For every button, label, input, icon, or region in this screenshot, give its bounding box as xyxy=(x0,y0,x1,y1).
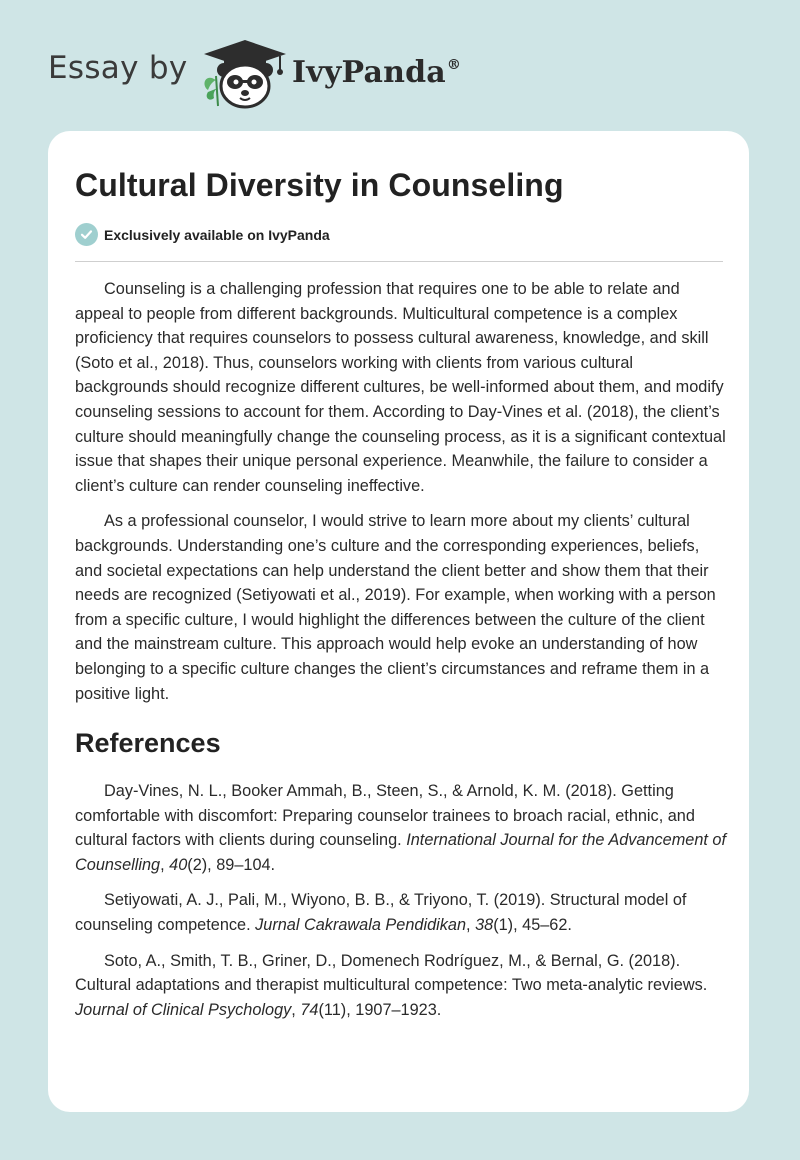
reference-volume: 40 xyxy=(169,855,188,874)
reference-pages: (11), 1907–1923. xyxy=(318,1000,442,1019)
reference-item-1 xyxy=(75,779,729,877)
title-divider xyxy=(75,261,723,262)
references-heading: References xyxy=(75,728,221,759)
badge-text: Exclusively available on IvyPanda xyxy=(104,226,330,243)
reference-pages: (2), 89–104. xyxy=(187,855,276,874)
essay-paragraph-1: Counseling is a challenging profession that requires one to be able to relate and appeal to people from different backgrounds. Multicultural competence is a complex proficiency that requires counselors to possess cultural awareness, knowledge, and skill (Soto et al., 2018). Thus, counselors working with clients from various cultural backgrounds should recognize different cultures, be well-informed about them, and modify counseling sessions to account for them. According to Day-Vines et al. (2018), the client’s culture should meaningfully change the counseling process, as it is a significant contextual issue that shapes their unique personal experience. Meanwhile, the failure to consider a client’s culture can render counseling ineffective. xyxy=(75,280,726,495)
reference-item-3 xyxy=(75,949,729,1023)
essay-by-label: Essay by xyxy=(48,50,188,86)
check-circle-icon xyxy=(75,223,98,246)
reference-item-2 xyxy=(75,888,729,937)
reference-volume: 38 xyxy=(475,916,494,935)
reference-authors: Soto, A., Smith, T. B., Griner, D., Domenech Rodríguez, M., & Bernal, G. (2018). Cultural adaptations and therapist multicultural competence: Two meta-analytic reviews. xyxy=(75,951,708,995)
exclusive-badge xyxy=(75,223,330,246)
brand-name[interactable] xyxy=(292,55,461,90)
site-header xyxy=(0,0,800,125)
essay-card xyxy=(48,131,749,1112)
essay-title: Cultural Diversity in Counseling xyxy=(75,167,564,203)
reference-authors: Day-Vines, N. L., Booker Ammah, B., Steen, S., & Arnold, K. M. (2018). Getting comfortable with discomfort: Preparing counselor trainees to broach racial, ethnic, and cultural factors with clients during counseling. xyxy=(75,782,695,850)
essay-paragraph-2: As a professional counselor, I would strive to learn more about my clients’ cultural backgrounds. Understanding one’s culture and the corresponding experiences, beliefs, and societal expectations can help understand the client better and show them that their needs are recognized (Setiyowati et al., 2019). For example, when working with a person from a specific culture, I would highlight the differences between the culture of the client and the mainstream culture. This approach would help evoke an understanding of how belonging to a specific culture changes the client’s circumstances and reframe them in a positive light. xyxy=(75,512,716,703)
trademark-symbol: ® xyxy=(446,57,462,73)
essay-body xyxy=(75,277,729,1033)
reference-separator: , xyxy=(466,916,476,935)
reference-journal: Jurnal Cakrawala Pendidikan xyxy=(255,916,466,935)
reference-pages: (1), 45–62. xyxy=(493,916,572,935)
reference-separator: , xyxy=(291,1000,301,1019)
brand-name-text: IvyPanda xyxy=(292,55,446,90)
reference-journal: Journal of Clinical Psychology xyxy=(75,1000,292,1019)
reference-volume: 74 xyxy=(300,1000,319,1019)
reference-authors: Setiyowati, A. J., Pali, M., Wiyono, B. B., & Triyono, T. (2019). Structural model of counseling competence. xyxy=(75,891,687,935)
reference-journal: International Journal for the Advancement of Counselling xyxy=(75,831,727,874)
panda-graduate-icon[interactable] xyxy=(200,36,290,111)
reference-separator: , xyxy=(160,855,170,874)
